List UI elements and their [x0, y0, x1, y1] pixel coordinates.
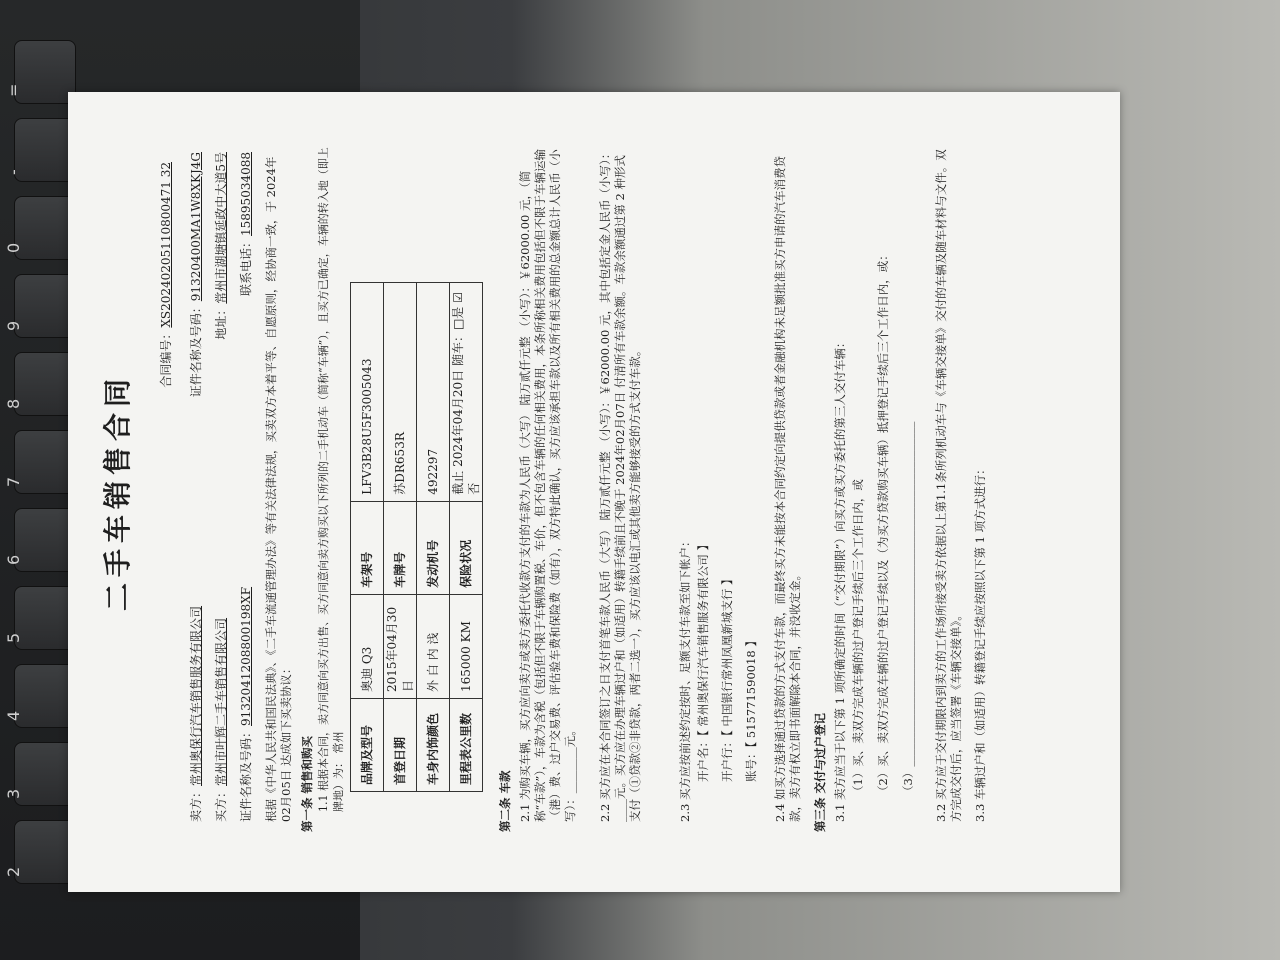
article-2-2: 2.2 买方应在本合同签订之日支付首笔车款人民币（大写） 陆万贰仟元整 （小写）：￥62000.00 元，其中包括定金人民币（小写）：____元。买方应在办理车辆过户和（如适用）转籍手续前且不晚于 2024年02月07日 付清所有车款余额。车款余额通过第 2 种形式支付（①贷款②非贷款，两者二选一），买方应该以电汇或其他卖方能够接受的方式支付车款。 — [598, 147, 642, 822]
table-cell: 奥迪 Q3 — [351, 594, 384, 698]
article-3-title: 第三条 交付与过户登记 — [813, 712, 827, 832]
article-1-title: 第一条 销售和购买 — [300, 735, 314, 832]
buyer-line: 买方：常州市叶辉二手车销售有限公司 地址：常州市湖塘镇延政中大道5号 — [214, 152, 228, 822]
article-1-1: 1.1 根据本合同，卖方同意向买方出售、买方同意向卖方购买以下所列的二手机动车（简称“车辆”），且买方已确定，车辆的转入地（即上牌地）为： 常州 — [317, 147, 345, 812]
article-3-1-2: （2）买、卖双方完成车辆的过户登记手续以及（为买方贷款购买车辆）抵押登记手续后三个工作日内，或： — [876, 249, 890, 797]
account-number: 账号：【 515771590018 】 — [744, 635, 758, 782]
table-cell: 2015年04月30日 — [384, 594, 417, 698]
table-row — [450, 283, 483, 792]
table-cell: 苏DR653R — [384, 283, 417, 502]
article-3-2: 3.2 买方应于交付期限内到卖方的工作场所接受卖方依据以上第1.1条所列机动车与《车辆交接单》交付的车辆及随车材料与文件。双方完成交付后，应当签署《车辆交接单》。 — [934, 149, 963, 822]
caps-lock-key-label — [0, 884, 2, 940]
keyboard-key: 9 — [14, 274, 76, 338]
article-3-1-3: （3）____________________________________________________________ — [901, 421, 915, 797]
table-row — [351, 283, 384, 792]
table-cell: 发动机号 — [417, 501, 450, 594]
contract-number: 合同编号：XS20240205110800471 32 — [159, 162, 173, 388]
seller-line: 卖方：常州奥保行汽车销售服务有限公司 证件名称及号码：91320400MA1W8XKJ4G — [189, 152, 203, 822]
preamble: 根据《中华人民共和国民法典》、《二手车流通管理办法》等有关法律法规，买卖双方本着平等、自愿原则，经协商一致，于 2024年02月05日 达成如下买卖协议： — [264, 156, 293, 822]
table-cell: 车身内饰颜色 — [417, 699, 450, 792]
article-2-title: 第二条 车款 — [498, 770, 512, 832]
table-cell: 492297 — [417, 283, 450, 502]
keyboard-key: 5 — [14, 586, 76, 650]
article-3-1: 3.1 卖方应当于以下第 1 项所确定的时间（“交付期限”）向买方或买方委托的第三人交付车辆： — [833, 336, 847, 822]
table-cell: LFV3B28U5F3005043 — [351, 283, 384, 502]
table-cell: 车架号 — [351, 501, 384, 594]
keyboard-key: - — [14, 118, 76, 182]
bank-name: 开户行：【 中国银行常州凤凰新城支行 】 — [720, 573, 734, 782]
contract-paper — [68, 92, 1120, 892]
table-cell: 首登日期 — [384, 699, 417, 792]
table-cell: 里程表公里数 — [450, 699, 483, 792]
table-cell: 165000 KM — [450, 594, 483, 698]
table-cell: 外 白 内 浅 — [417, 594, 450, 698]
contract-page — [68, 92, 1120, 892]
keyboard-key: 2 — [14, 820, 76, 884]
table-cell: 保险状况 — [450, 501, 483, 594]
article-2-4: 2.4 如买方选择通过贷款的方式支付车款，而最终买方未能按本合同约定向提供贷款或者金融机构未足额批准买方申请的汽车消费贷款，卖方有权立即书面解除本合同，并没收定金。 — [773, 156, 802, 822]
buyer-id-line: 证件名称及号码：91320412088001​98XF 联系电话：15895034088 — [239, 152, 253, 822]
keyboard-key: = — [14, 40, 76, 104]
article-3-3: 3.3 车辆过户和（如适用）转籍登记手续应按照以下第 1 项方式进行： — [973, 463, 987, 822]
contract-title: 二手车销售合同 — [101, 373, 134, 612]
keyboard-key: 4 — [14, 664, 76, 728]
keyboard-key: 7 — [14, 430, 76, 494]
article-2-3: 2.3 买方应按前述约定按时、足额支付车款至如下帐户： — [678, 535, 692, 822]
table-row — [384, 283, 417, 792]
keyboard-key: 0 — [14, 196, 76, 260]
keyboard-key: 6 — [14, 508, 76, 572]
table-row — [417, 283, 450, 792]
article-3-1-1: （1）买、卖双方完成车辆的过户登记手续后三个工作日内，或 — [851, 479, 865, 797]
article-2-1: 2.1 为购买车辆，买方应向卖方或卖方委托代收款方支付的车款为人民币（大写） 陆万贰仟元整 （小写）：￥62000.00 元，（简称“车款”），车款为含税（包括但不限于车辆购置税、车价，但不包含车辆的任何相关费用，本条所称相关费用包括但不限于车辆运输（港）费、过户交易费、评估验车费和保险费（如有），双方特此确认，买方应该承担车款以及所有相关费用的总金额总计人民币（小写）：________元。 — [518, 148, 577, 822]
keyboard-key: 3 — [14, 742, 76, 806]
table-cell: 车牌号 — [384, 501, 417, 594]
table-cell: 截止 2024年04月20日 随车：□是 ☑否 — [450, 283, 483, 502]
keyboard-key: 8 — [14, 352, 76, 416]
vehicle-table — [350, 282, 483, 792]
table-cell: 品牌及型号 — [351, 699, 384, 792]
account-name: 开户名：【 常州奥保行汽车销售服务有限公司 】 — [696, 538, 710, 782]
